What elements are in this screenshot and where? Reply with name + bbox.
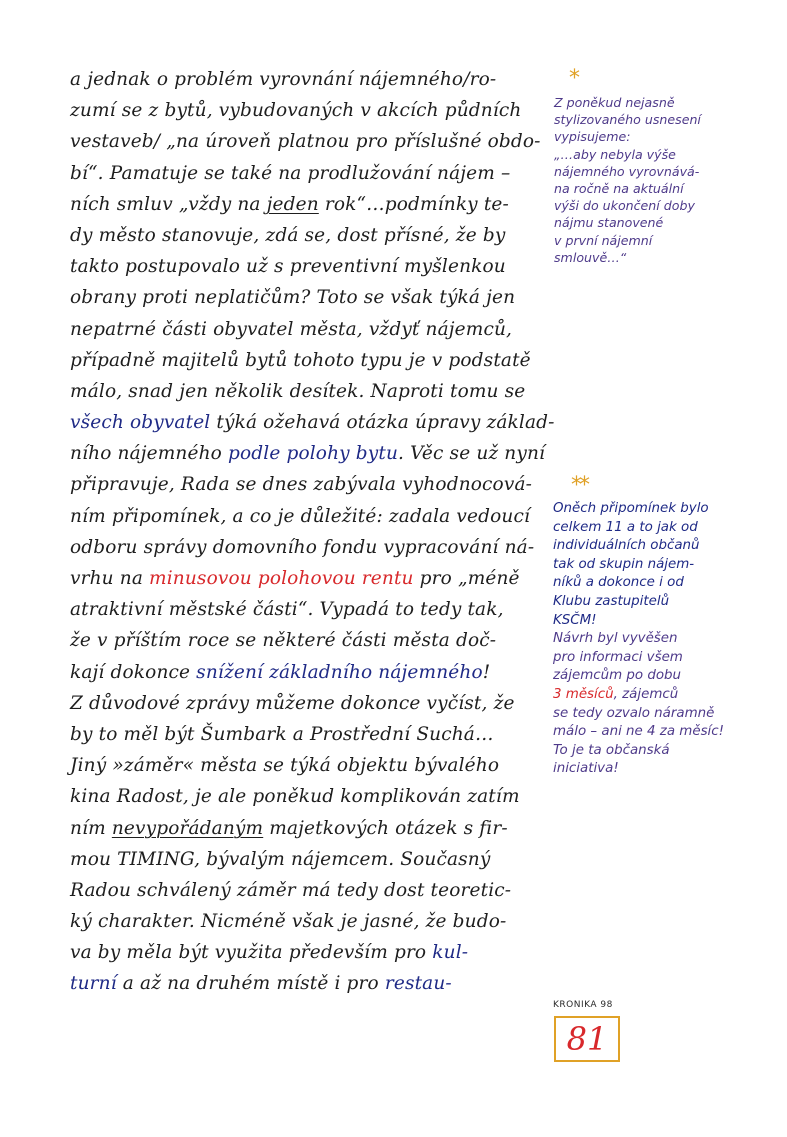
text-span: ních smluv „vždy na [70,193,267,215]
text-span: rok“…podmínky te- [318,193,509,215]
text-line [70,438,555,469]
text-span: ním [70,817,112,839]
margin-note-2 [553,500,781,779]
text-span: připravuje, Rada se dnes zabývala vyhodnocová- [70,474,533,496]
text-span: atraktivní městské části“. Vypadá to tedy tak, [70,599,504,621]
text-line [70,750,555,781]
text-span: nepatrné části obyvatel města, vždyť nájemců, [70,318,513,340]
note-line: pro informaci všem [553,649,683,665]
note-line: Oněch připomínek bylo [553,501,709,516]
text-span: mou TIMING, bývalým nájemcem. Současný [70,848,491,870]
blue-highlight: kul- [432,942,469,964]
text-span: takto postupovalo už s preventivní myšlenkou [70,256,506,278]
chronicle-page-stamp [553,1000,633,1066]
text-line [70,345,555,376]
blue-highlight: snížení základního nájemného [196,661,483,683]
note-line: se tedy ozvalo náramně [553,705,715,721]
text-line [70,251,555,282]
text-span: vestaveb/ „na úroveň platnou pro příslušné obdo- [70,131,541,153]
note-line: zájemcům po dobu [553,668,682,684]
text-line [70,95,555,126]
text-line [70,594,555,625]
blue-highlight: podle polohy bytu [227,443,399,465]
text-span: Jiný »záměr« města se týká objektu bývalého [70,755,500,777]
margin-note-1 [554,94,779,266]
note-line: málo – ani ne 4 za měsíc! [553,724,724,740]
blue-highlight: všech obyvatel [70,412,211,434]
text-span: a až na druhém místě i pro [116,973,385,995]
note-line: individuálních občanů [553,538,700,554]
note-line: To je ta občanská [553,742,670,758]
text-line [70,314,555,345]
text-line [70,532,555,563]
text-line [70,501,555,532]
text-span: vrhu na [70,568,150,589]
text-line [70,282,555,313]
text-span: kají dokonce [70,661,197,683]
text-span: ním připomínek, a co je důležité: zadala vedoucí [70,505,531,527]
text-line [70,625,555,656]
underlined-word: jeden [266,193,319,215]
text-span: málo, snad jen několik desítek. Naproti tomu se [70,380,526,402]
red-highlight: minusovou polohovou rentu [149,568,414,589]
text-span: zumí se z bytů, vybudovaných v akcích půdních [70,100,522,122]
underlined-word: nevypořádaným [111,817,264,839]
blue-highlight: turní [70,973,117,995]
text-span: týká ožehavá otázka úpravy základ- [210,412,555,434]
text-line [70,563,555,594]
note-line: smlouvě…“ [554,249,627,265]
double-asterisk-marker-icon: ** [571,473,587,498]
note-line: „…aby nebyla výše [554,146,676,162]
note-line: iniciativa! [553,761,619,777]
page-number: 81 [554,1016,620,1062]
text-span: ! [482,661,491,683]
text-line [70,126,555,157]
asterisk-marker-icon: * [569,66,580,91]
text-span: pro „méně [413,568,520,589]
note-line: celkem 11 a to jak od [553,519,698,535]
text-span: obrany proti neplatičům? Toto se však týká jen [70,287,516,309]
main-handwritten-text [70,64,555,1000]
note-line: stylizovaného usnesení [554,112,701,128]
note-line: KSČM! [553,612,597,628]
text-span: by to měl být Šumbark a Prostřední Suchá… [70,723,494,745]
text-span: a jednak o problém vyrovnání nájemného/ro- [70,69,497,90]
text-line [70,220,555,251]
note-line: Klubu zastupitelů [553,593,670,609]
text-span: Radou schválený záměr má tedy dost teoretic- [70,879,512,901]
text-line [70,688,555,719]
note-line: tak od skupin nájem- [553,556,695,572]
text-line [70,64,555,95]
text-line [70,906,555,937]
text-line [70,781,555,812]
text-line [70,189,555,220]
text-line [70,657,555,688]
note-line: na ročně na aktuální [554,180,684,196]
text-span: že v příštím roce se některé části města doč- [70,630,497,652]
note-span: , zájemců [613,686,679,702]
blue-highlight: restau- [384,973,452,995]
text-span: ký charakter. Nicméně však je jasné, že budo- [70,911,507,933]
text-span: odboru správy domovního fondu vypracování ná- [70,536,535,558]
text-line [70,719,555,750]
note-line: nájemného vyrovnává- [554,163,700,179]
note-line: Návrh byl vyvěšen [553,631,678,647]
text-span: Z důvodové zprávy můžeme dokonce vyčíst, že [70,692,515,714]
text-span: . Věc se už nyní [398,443,546,465]
text-span: ního nájemného [70,443,228,465]
text-line [70,875,555,906]
note-line [553,686,781,705]
text-line [70,158,555,189]
text-line [70,813,555,844]
note-line: níků a dokonce i od [553,575,684,591]
note-line: vypisujeme: [554,129,631,145]
note-line: v první nájemní [554,232,653,248]
text-span: případně majitelů bytů tohoto typu je v podstatě [70,349,531,371]
period-highlight: 3 měsíců [553,686,614,702]
text-span: majetkových otázek s fir- [263,817,508,839]
text-line [70,937,555,968]
text-span: dy město stanovuje, zdá se, dost přísné, že by [70,224,506,246]
note-line: výši do ukončení doby [554,198,695,214]
text-line [70,968,555,999]
text-line [70,844,555,875]
stamp-label: KRONIKA 98 [553,1000,613,1010]
text-span: kina Radost, je ale poněkud komplikován zatím [70,786,520,808]
text-span: va by měla být využita především pro [70,942,433,964]
text-line [70,376,555,407]
text-line [70,469,555,500]
note-line: nájmu stanovené [554,215,664,231]
text-line [70,407,555,438]
note-line: Z poněkud nejasně [554,95,675,110]
text-span: bí“. Pamatuje se také na prodlužování nájem – [70,162,511,184]
